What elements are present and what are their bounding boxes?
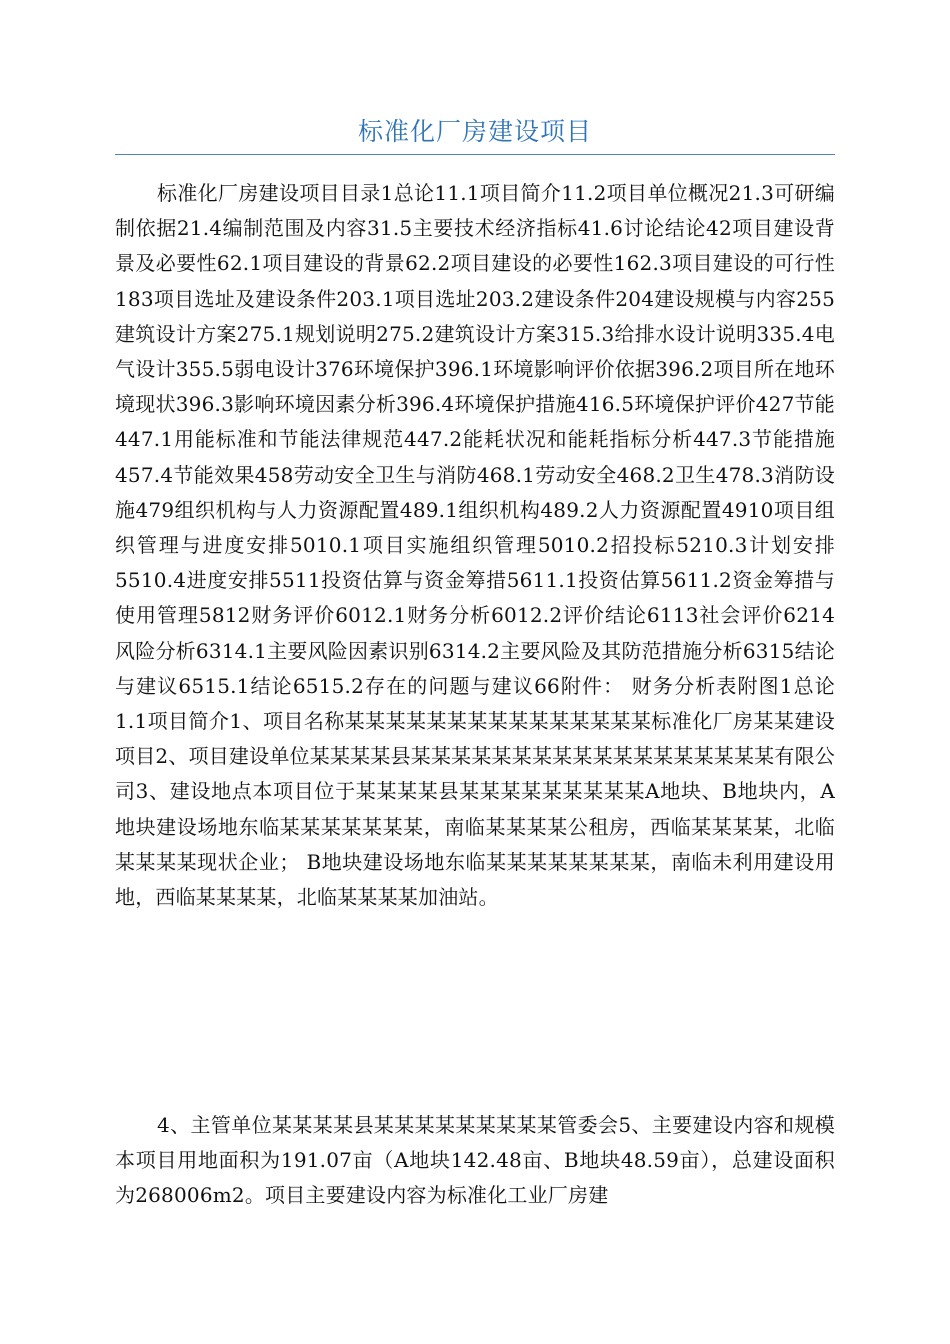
title-underline xyxy=(115,154,835,155)
body-paragraph: 4、主管单位某某某某县某某某某某某某某某管委会5、主要建设内容和规模本项目用地面积为191.07亩（A地块142.48亩、B地块48.59亩），总建设面积为268006m2。项目主要建设内容为标准化工业厂房建 xyxy=(115,1113,835,1208)
document-title: 标准化厂房建设项目 xyxy=(357,117,592,146)
body-paragraph: 标准化厂房建设项目目录1总论11.1项目简介11.2项目单位概况21.3可研编制依据21.4编制范围及内容31.5主要技术经济指标41.6讨论结论42项目建设背景及必要性62.1项目建设的背景62.2项目建设的必要性162.3项目建设的可行性183项目选址及建设条件203.1项目选址203.2建设条件204建设规模与内容255建筑设计方案275.1规划说明275.2建筑设计方案315.3给排水设计说明335.4电气设计355.5弱电设计376环境保护396.1环境影响评价依据396.2项目所在地环境现状396.3影响环境因素分析396.4环境保护措施416.5环境保护评价427节能447.1用能标准和节能法律规范447.2能耗状况和能耗指标分析447.3节能措施457.4节能效果458劳动安全卫生与消防468.1劳动安全468.2卫生478.3消防设施479组织机构与人力资源配置489.1组织机构489.2人力资源配置4910项目组织管理与进度安排5010.1项目实施组织管理5010.2招投标5210.3计划安排5510.4进度安排5511投资估算与资金筹措5611.1投资估算5611.2资金筹措与使用管理5812财务评价6012.1财务分析6012.2评价结论6113社会评价6214风险分析6314.1主要风险因素识别6314.2主要风险及其防范措施分析6315结论与建议6515.1结论6515.2存在的问题与建议66附件： 财务分析表附图1总论1.1项目简介1、项目名称某某某某某某某某某某某某某某某标准化厂房某某建设项目2、项目建设单位某某某某县某某某某某某某某某某某某某某某某某某有限公司3、建设地点本项目位于某某某某县某某某某某某某某某A地块、B地块内，A地块建设场地东临某某某某某某某，南临某某某某公租房，西临某某某某，北临某某某某现状企业； B地块建设场地东临某某某某某某某某，南临未利用建设用地，西临某某某某，北临某某某某加油站。 xyxy=(115,181,835,910)
